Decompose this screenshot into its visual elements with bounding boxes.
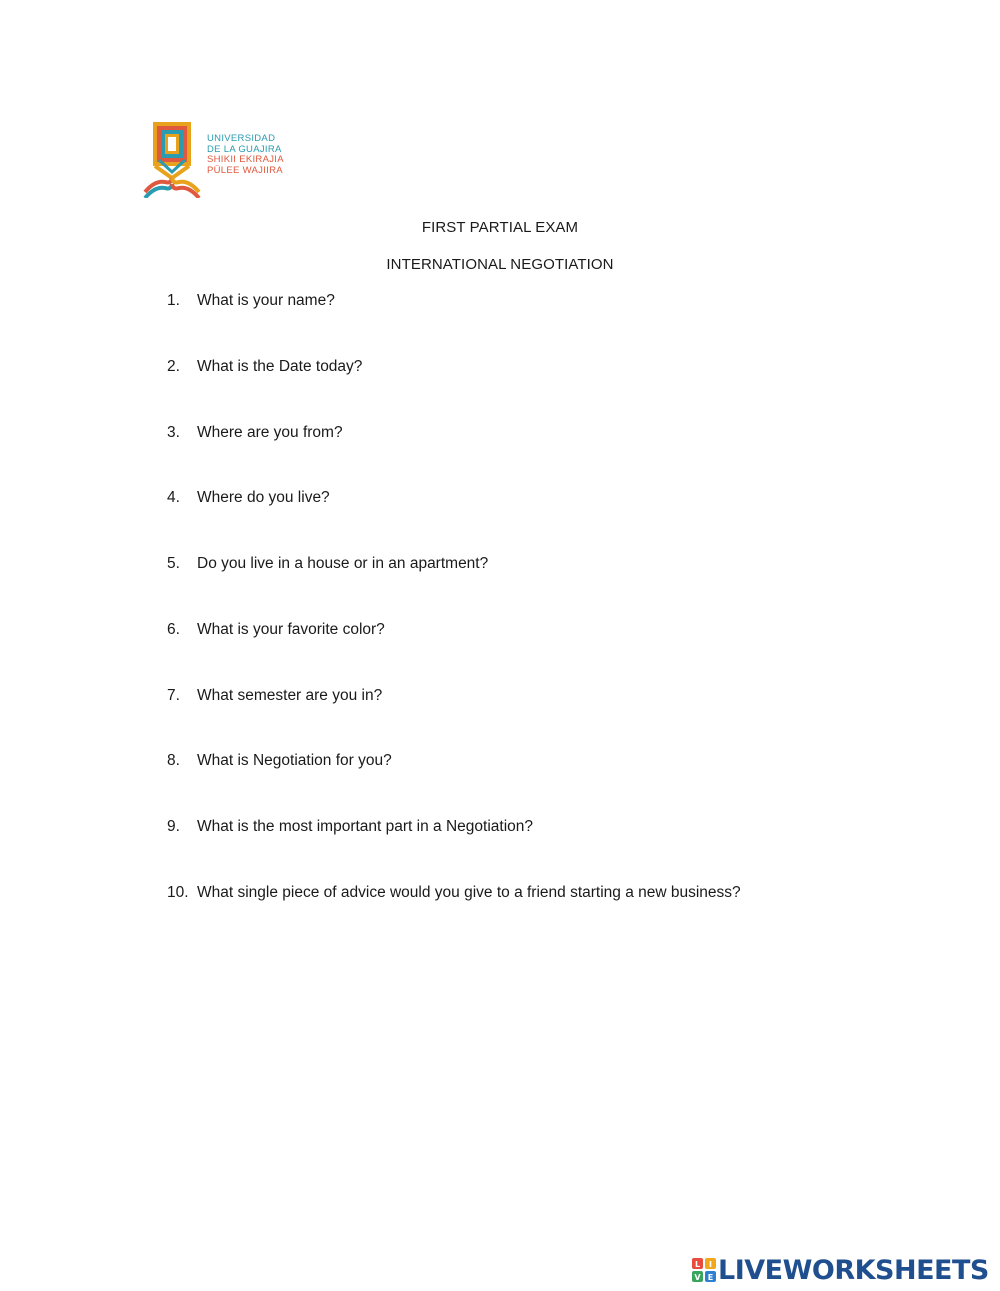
question-item: 9. What is the most important part in a Negotiation? — [167, 818, 533, 835]
university-emblem-icon — [143, 120, 201, 198]
university-name — [207, 134, 284, 176]
svg-text:V: V — [694, 1273, 701, 1282]
logo-line-2: DE LA GUAJIRA — [207, 143, 282, 155]
svg-text:L: L — [694, 1260, 701, 1269]
exam-title: FIRST PARTIAL EXAM — [421, 219, 579, 236]
question-item: 2. What is the Date today? — [167, 358, 363, 375]
university-logo — [143, 120, 293, 200]
liveworksheets-brand — [692, 1254, 992, 1288]
logo-line-1: UNIVERSIDAD — [207, 133, 276, 144]
svg-text:I: I — [709, 1260, 712, 1269]
logo-line-4: PÜLEE WAJIIRA — [207, 164, 283, 176]
question-item: 4. Where do you live? — [167, 489, 330, 506]
question-item: 1. What is your name? — [167, 292, 335, 309]
question-item: 5. Do you live in a house or in an apartment? — [167, 555, 489, 572]
question-item: 7. What semester are you in? — [167, 687, 383, 704]
course-title: INTERNATIONAL NEGOTIATION — [386, 256, 614, 273]
liveworksheets-logo-icon — [692, 1258, 716, 1282]
question-item: 6. What is your favorite color? — [167, 621, 385, 638]
question-item: 8. What is Negotiation for you? — [167, 752, 392, 769]
question-item: 10. What single piece of advice would you give to a friend starting a new business? — [167, 884, 741, 901]
svg-text:E: E — [707, 1273, 714, 1282]
liveworksheets-wordmark: LIVEWORKSHEETS — [718, 1255, 989, 1286]
logo-line-3: SHIKII EKIRAJIA — [207, 154, 284, 165]
question-item: 3. Where are you from? — [167, 424, 343, 441]
